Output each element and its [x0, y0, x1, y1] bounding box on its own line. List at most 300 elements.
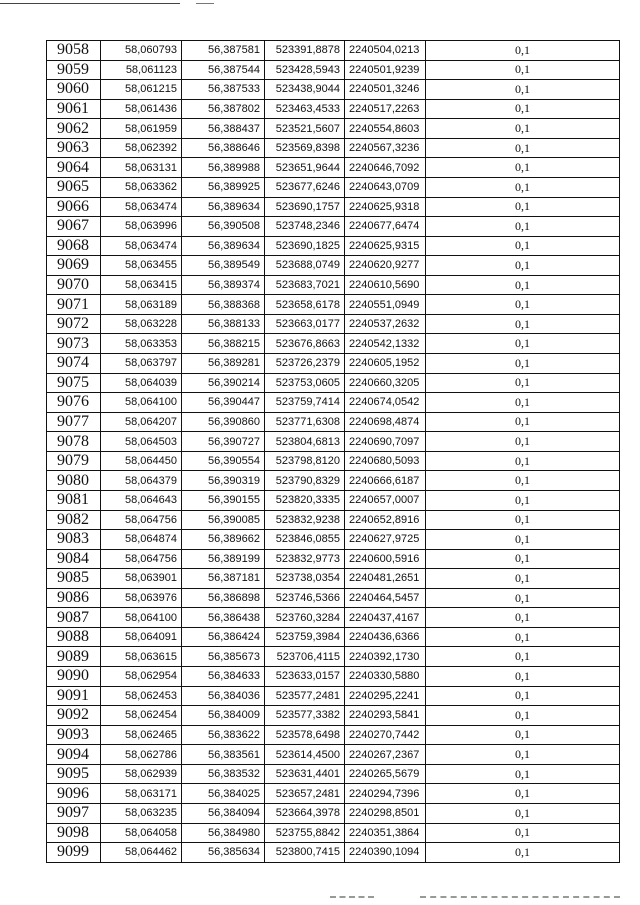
coord-x-cell: 523832,9773: [265, 549, 345, 569]
coord-y-cell: 2240657,0007: [345, 490, 426, 510]
longitude-cell: 56,388437: [182, 119, 265, 139]
longitude-cell: 56,389634: [182, 236, 265, 256]
latitude-cell: 58,062465: [101, 725, 182, 745]
accuracy-cell: 0,1: [426, 412, 620, 432]
accuracy-cell: 0,1: [426, 686, 620, 706]
coord-y-cell: 2240660,3205: [345, 373, 426, 393]
coord-y-cell: 2240481,2651: [345, 569, 426, 589]
coord-y-cell: 2240674,0542: [345, 393, 426, 413]
coord-x-cell: 523753,0605: [265, 373, 345, 393]
coord-x-cell: 523633,0157: [265, 667, 345, 687]
point-number-cell: 9083: [47, 530, 101, 550]
longitude-cell: 56,384036: [182, 686, 265, 706]
table-row: [47, 627, 620, 647]
longitude-cell: 56,385634: [182, 843, 265, 863]
latitude-cell: 58,061959: [101, 119, 182, 139]
coord-y-cell: 2240392,1730: [345, 647, 426, 667]
longitude-cell: 56,390727: [182, 432, 265, 452]
table-row: [47, 686, 620, 706]
accuracy-cell: 0,1: [426, 490, 620, 510]
latitude-cell: 58,062954: [101, 667, 182, 687]
accuracy-cell: 0,1: [426, 393, 620, 413]
accuracy-cell: 0,1: [426, 471, 620, 491]
coord-x-cell: 523759,3984: [265, 627, 345, 647]
latitude-cell: 58,061436: [101, 99, 182, 119]
latitude-cell: 58,064874: [101, 530, 182, 550]
coord-x-cell: 523820,3335: [265, 490, 345, 510]
latitude-cell: 58,063474: [101, 236, 182, 256]
coord-y-cell: 2240501,9239: [345, 60, 426, 80]
top-rule-short: [196, 3, 214, 4]
coord-y-cell: 2240270,7442: [345, 725, 426, 745]
accuracy-cell: 0,1: [426, 354, 620, 374]
accuracy-cell: 0,1: [426, 432, 620, 452]
latitude-cell: 58,061215: [101, 80, 182, 100]
latitude-cell: 58,063615: [101, 647, 182, 667]
point-number-cell: 9073: [47, 334, 101, 354]
latitude-cell: 58,063189: [101, 295, 182, 315]
table-row: [47, 451, 620, 471]
accuracy-cell: 0,1: [426, 627, 620, 647]
longitude-cell: 56,386898: [182, 588, 265, 608]
coord-x-cell: 523759,7414: [265, 393, 345, 413]
coord-y-cell: 2240390,1094: [345, 843, 426, 863]
longitude-cell: 56,389281: [182, 354, 265, 374]
table-row: [47, 471, 620, 491]
coord-x-cell: 523800,7415: [265, 843, 345, 863]
table-row: [47, 80, 620, 100]
accuracy-cell: 0,1: [426, 608, 620, 628]
coord-y-cell: 2240652,8916: [345, 510, 426, 530]
longitude-cell: 56,390554: [182, 451, 265, 471]
point-number-cell: 9088: [47, 627, 101, 647]
longitude-cell: 56,390508: [182, 217, 265, 237]
table-row: [47, 490, 620, 510]
coord-y-cell: 2240554,8603: [345, 119, 426, 139]
table-row: [47, 510, 620, 530]
footer-mark: [420, 896, 620, 898]
latitude-cell: 58,064756: [101, 510, 182, 530]
latitude-cell: 58,062939: [101, 764, 182, 784]
point-number-cell: 9075: [47, 373, 101, 393]
accuracy-cell: 0,1: [426, 119, 620, 139]
latitude-cell: 58,062786: [101, 745, 182, 765]
accuracy-cell: 0,1: [426, 177, 620, 197]
longitude-cell: 56,389374: [182, 275, 265, 295]
longitude-cell: 56,384980: [182, 823, 265, 843]
accuracy-cell: 0,1: [426, 80, 620, 100]
longitude-cell: 56,390214: [182, 373, 265, 393]
accuracy-cell: 0,1: [426, 530, 620, 550]
table-row: [47, 569, 620, 589]
coord-x-cell: 523755,8842: [265, 823, 345, 843]
coord-x-cell: 523746,5366: [265, 588, 345, 608]
point-number-cell: 9058: [47, 41, 101, 61]
coord-x-cell: 523569,8398: [265, 138, 345, 158]
coord-y-cell: 2240680,5093: [345, 451, 426, 471]
accuracy-cell: 0,1: [426, 275, 620, 295]
coord-x-cell: 523577,2481: [265, 686, 345, 706]
point-number-cell: 9092: [47, 706, 101, 726]
coord-x-cell: 523790,8329: [265, 471, 345, 491]
table-row: [47, 530, 620, 550]
latitude-cell: 58,060793: [101, 41, 182, 61]
coord-y-cell: 2240625,9318: [345, 197, 426, 217]
table-row: [47, 667, 620, 687]
table-row: [47, 412, 620, 432]
table-row: [47, 764, 620, 784]
coord-y-cell: 2240690,7097: [345, 432, 426, 452]
latitude-cell: 58,062392: [101, 138, 182, 158]
coord-y-cell: 2240610,5690: [345, 275, 426, 295]
latitude-cell: 58,064091: [101, 627, 182, 647]
accuracy-cell: 0,1: [426, 843, 620, 863]
longitude-cell: 56,389988: [182, 158, 265, 178]
coord-x-cell: 523771,6308: [265, 412, 345, 432]
coord-y-cell: 2240605,1952: [345, 354, 426, 374]
table-row: [47, 706, 620, 726]
coord-x-cell: 523690,1825: [265, 236, 345, 256]
latitude-cell: 58,064100: [101, 393, 182, 413]
point-number-cell: 9095: [47, 764, 101, 784]
longitude-cell: 56,384094: [182, 803, 265, 823]
point-number-cell: 9068: [47, 236, 101, 256]
coord-x-cell: 523677,6246: [265, 177, 345, 197]
accuracy-cell: 0,1: [426, 217, 620, 237]
latitude-cell: 58,064207: [101, 412, 182, 432]
coord-x-cell: 523676,8663: [265, 334, 345, 354]
point-number-cell: 9077: [47, 412, 101, 432]
point-number-cell: 9090: [47, 667, 101, 687]
point-number-cell: 9066: [47, 197, 101, 217]
accuracy-cell: 0,1: [426, 764, 620, 784]
coord-y-cell: 2240504,0213: [345, 41, 426, 61]
coord-y-cell: 2240666,6187: [345, 471, 426, 491]
coord-x-cell: 523832,9238: [265, 510, 345, 530]
table-row: [47, 803, 620, 823]
point-number-cell: 9091: [47, 686, 101, 706]
table-row: [47, 432, 620, 452]
latitude-cell: 58,061123: [101, 60, 182, 80]
coord-x-cell: 523726,2379: [265, 354, 345, 374]
coord-x-cell: 523846,0855: [265, 530, 345, 550]
latitude-cell: 58,064503: [101, 432, 182, 452]
point-number-cell: 9071: [47, 295, 101, 315]
coord-y-cell: 2240537,2632: [345, 314, 426, 334]
latitude-cell: 58,064058: [101, 823, 182, 843]
coord-x-cell: 523614,4500: [265, 745, 345, 765]
accuracy-cell: 0,1: [426, 334, 620, 354]
point-number-cell: 9098: [47, 823, 101, 843]
accuracy-cell: 0,1: [426, 314, 620, 334]
point-number-cell: 9099: [47, 843, 101, 863]
table-row: [47, 295, 620, 315]
table-row: [47, 549, 620, 569]
coord-y-cell: 2240646,7092: [345, 158, 426, 178]
latitude-cell: 58,063797: [101, 354, 182, 374]
coord-y-cell: 2240436,6366: [345, 627, 426, 647]
coord-y-cell: 2240295,2241: [345, 686, 426, 706]
coordinates-table-body: [47, 41, 620, 863]
accuracy-cell: 0,1: [426, 667, 620, 687]
coord-x-cell: 523706,4115: [265, 647, 345, 667]
accuracy-cell: 0,1: [426, 158, 620, 178]
longitude-cell: 56,389662: [182, 530, 265, 550]
point-number-cell: 9074: [47, 354, 101, 374]
point-number-cell: 9097: [47, 803, 101, 823]
coord-y-cell: 2240677,6474: [345, 217, 426, 237]
longitude-cell: 56,388368: [182, 295, 265, 315]
longitude-cell: 56,390860: [182, 412, 265, 432]
longitude-cell: 56,386438: [182, 608, 265, 628]
table-row: [47, 275, 620, 295]
longitude-cell: 56,383532: [182, 764, 265, 784]
longitude-cell: 56,388133: [182, 314, 265, 334]
table-row: [47, 138, 620, 158]
point-number-cell: 9094: [47, 745, 101, 765]
coord-x-cell: 523760,3284: [265, 608, 345, 628]
latitude-cell: 58,062453: [101, 686, 182, 706]
table-row: [47, 373, 620, 393]
latitude-cell: 58,064039: [101, 373, 182, 393]
point-number-cell: 9078: [47, 432, 101, 452]
table-row: [47, 334, 620, 354]
accuracy-cell: 0,1: [426, 706, 620, 726]
point-number-cell: 9062: [47, 119, 101, 139]
coord-y-cell: 2240517,2263: [345, 99, 426, 119]
coord-x-cell: 523688,0749: [265, 256, 345, 276]
longitude-cell: 56,390155: [182, 490, 265, 510]
point-number-cell: 9067: [47, 217, 101, 237]
table-row: [47, 608, 620, 628]
longitude-cell: 56,389549: [182, 256, 265, 276]
accuracy-cell: 0,1: [426, 647, 620, 667]
coord-y-cell: 2240351,3864: [345, 823, 426, 843]
coord-y-cell: 2240625,9315: [345, 236, 426, 256]
latitude-cell: 58,063455: [101, 256, 182, 276]
coord-x-cell: 523748,2346: [265, 217, 345, 237]
table-row: [47, 823, 620, 843]
coord-y-cell: 2240298,8501: [345, 803, 426, 823]
accuracy-cell: 0,1: [426, 60, 620, 80]
accuracy-cell: 0,1: [426, 510, 620, 530]
latitude-cell: 58,063235: [101, 803, 182, 823]
longitude-cell: 56,390319: [182, 471, 265, 491]
latitude-cell: 58,064100: [101, 608, 182, 628]
point-number-cell: 9085: [47, 569, 101, 589]
coord-x-cell: 523521,5607: [265, 119, 345, 139]
accuracy-cell: 0,1: [426, 373, 620, 393]
coord-y-cell: 2240643,0709: [345, 177, 426, 197]
footer-mark: [330, 896, 374, 898]
point-number-cell: 9084: [47, 549, 101, 569]
coord-x-cell: 523683,7021: [265, 275, 345, 295]
coord-x-cell: 523738,0354: [265, 569, 345, 589]
point-number-cell: 9080: [47, 471, 101, 491]
latitude-cell: 58,063171: [101, 784, 182, 804]
coord-y-cell: 2240294,7396: [345, 784, 426, 804]
point-number-cell: 9070: [47, 275, 101, 295]
accuracy-cell: 0,1: [426, 569, 620, 589]
coord-y-cell: 2240620,9277: [345, 256, 426, 276]
coord-y-cell: 2240551,0949: [345, 295, 426, 315]
coord-y-cell: 2240567,3236: [345, 138, 426, 158]
longitude-cell: 56,387802: [182, 99, 265, 119]
accuracy-cell: 0,1: [426, 823, 620, 843]
latitude-cell: 58,063415: [101, 275, 182, 295]
longitude-cell: 56,387533: [182, 80, 265, 100]
latitude-cell: 58,063901: [101, 569, 182, 589]
coord-y-cell: 2240330,5880: [345, 667, 426, 687]
point-number-cell: 9069: [47, 256, 101, 276]
coord-x-cell: 523578,6498: [265, 725, 345, 745]
point-number-cell: 9076: [47, 393, 101, 413]
point-number-cell: 9072: [47, 314, 101, 334]
coord-y-cell: 2240501,3246: [345, 80, 426, 100]
table-row: [47, 197, 620, 217]
accuracy-cell: 0,1: [426, 549, 620, 569]
coord-y-cell: 2240265,5679: [345, 764, 426, 784]
accuracy-cell: 0,1: [426, 99, 620, 119]
table-row: [47, 588, 620, 608]
point-number-cell: 9082: [47, 510, 101, 530]
latitude-cell: 58,063353: [101, 334, 182, 354]
table-row: [47, 99, 620, 119]
point-number-cell: 9079: [47, 451, 101, 471]
longitude-cell: 56,385673: [182, 647, 265, 667]
table-row: [47, 236, 620, 256]
longitude-cell: 56,384633: [182, 667, 265, 687]
coord-x-cell: 523631,4401: [265, 764, 345, 784]
longitude-cell: 56,384025: [182, 784, 265, 804]
longitude-cell: 56,390447: [182, 393, 265, 413]
accuracy-cell: 0,1: [426, 745, 620, 765]
longitude-cell: 56,389925: [182, 177, 265, 197]
table-row: [47, 393, 620, 413]
coord-x-cell: 523428,5943: [265, 60, 345, 80]
coord-x-cell: 523690,1757: [265, 197, 345, 217]
longitude-cell: 56,388215: [182, 334, 265, 354]
latitude-cell: 58,064379: [101, 471, 182, 491]
point-number-cell: 9093: [47, 725, 101, 745]
table-row: [47, 725, 620, 745]
latitude-cell: 58,063996: [101, 217, 182, 237]
accuracy-cell: 0,1: [426, 197, 620, 217]
table-row: [47, 158, 620, 178]
coord-y-cell: 2240627,9725: [345, 530, 426, 550]
longitude-cell: 56,389199: [182, 549, 265, 569]
coord-x-cell: 523577,3382: [265, 706, 345, 726]
latitude-cell: 58,064450: [101, 451, 182, 471]
point-number-cell: 9060: [47, 80, 101, 100]
table-row: [47, 647, 620, 667]
point-number-cell: 9064: [47, 158, 101, 178]
latitude-cell: 58,064756: [101, 549, 182, 569]
coord-x-cell: 523657,2481: [265, 784, 345, 804]
table-row: [47, 843, 620, 863]
point-number-cell: 9096: [47, 784, 101, 804]
longitude-cell: 56,383622: [182, 725, 265, 745]
accuracy-cell: 0,1: [426, 236, 620, 256]
latitude-cell: 58,063976: [101, 588, 182, 608]
accuracy-cell: 0,1: [426, 295, 620, 315]
accuracy-cell: 0,1: [426, 725, 620, 745]
accuracy-cell: 0,1: [426, 138, 620, 158]
coord-x-cell: 523658,6178: [265, 295, 345, 315]
latitude-cell: 58,063131: [101, 158, 182, 178]
table-row: [47, 41, 620, 61]
coord-x-cell: 523391,8878: [265, 41, 345, 61]
coord-x-cell: 523798,8120: [265, 451, 345, 471]
coord-y-cell: 2240464,5457: [345, 588, 426, 608]
latitude-cell: 58,064643: [101, 490, 182, 510]
accuracy-cell: 0,1: [426, 451, 620, 471]
table-row: [47, 745, 620, 765]
coord-y-cell: 2240600,5916: [345, 549, 426, 569]
coord-x-cell: 523438,9044: [265, 80, 345, 100]
table-row: [47, 314, 620, 334]
coord-x-cell: 523804,6813: [265, 432, 345, 452]
point-number-cell: 9063: [47, 138, 101, 158]
coord-x-cell: 523463,4533: [265, 99, 345, 119]
table-row: [47, 784, 620, 804]
coord-x-cell: 523664,3978: [265, 803, 345, 823]
coord-y-cell: 2240698,4874: [345, 412, 426, 432]
coord-y-cell: 2240293,5841: [345, 706, 426, 726]
coord-y-cell: 2240542,1332: [345, 334, 426, 354]
accuracy-cell: 0,1: [426, 588, 620, 608]
latitude-cell: 58,063362: [101, 177, 182, 197]
table-row: [47, 60, 620, 80]
longitude-cell: 56,387181: [182, 569, 265, 589]
point-number-cell: 9065: [47, 177, 101, 197]
coordinates-table: [46, 40, 620, 863]
coord-y-cell: 2240437,4167: [345, 608, 426, 628]
point-number-cell: 9089: [47, 647, 101, 667]
point-number-cell: 9059: [47, 60, 101, 80]
longitude-cell: 56,387581: [182, 41, 265, 61]
point-number-cell: 9061: [47, 99, 101, 119]
coord-x-cell: 523651,9644: [265, 158, 345, 178]
longitude-cell: 56,389634: [182, 197, 265, 217]
longitude-cell: 56,390085: [182, 510, 265, 530]
table-row: [47, 177, 620, 197]
point-number-cell: 9086: [47, 588, 101, 608]
point-number-cell: 9081: [47, 490, 101, 510]
longitude-cell: 56,384009: [182, 706, 265, 726]
accuracy-cell: 0,1: [426, 41, 620, 61]
longitude-cell: 56,386424: [182, 627, 265, 647]
longitude-cell: 56,383561: [182, 745, 265, 765]
latitude-cell: 58,064462: [101, 843, 182, 863]
coord-x-cell: 523663,0177: [265, 314, 345, 334]
point-number-cell: 9087: [47, 608, 101, 628]
table-row: [47, 256, 620, 276]
latitude-cell: 58,062454: [101, 706, 182, 726]
latitude-cell: 58,063474: [101, 197, 182, 217]
accuracy-cell: 0,1: [426, 256, 620, 276]
longitude-cell: 56,388646: [182, 138, 265, 158]
coord-y-cell: 2240267,2367: [345, 745, 426, 765]
accuracy-cell: 0,1: [426, 803, 620, 823]
latitude-cell: 58,063228: [101, 314, 182, 334]
longitude-cell: 56,387544: [182, 60, 265, 80]
table-row: [47, 354, 620, 374]
table-row: [47, 217, 620, 237]
table-row: [47, 119, 620, 139]
accuracy-cell: 0,1: [426, 784, 620, 804]
top-rule: [0, 3, 180, 4]
